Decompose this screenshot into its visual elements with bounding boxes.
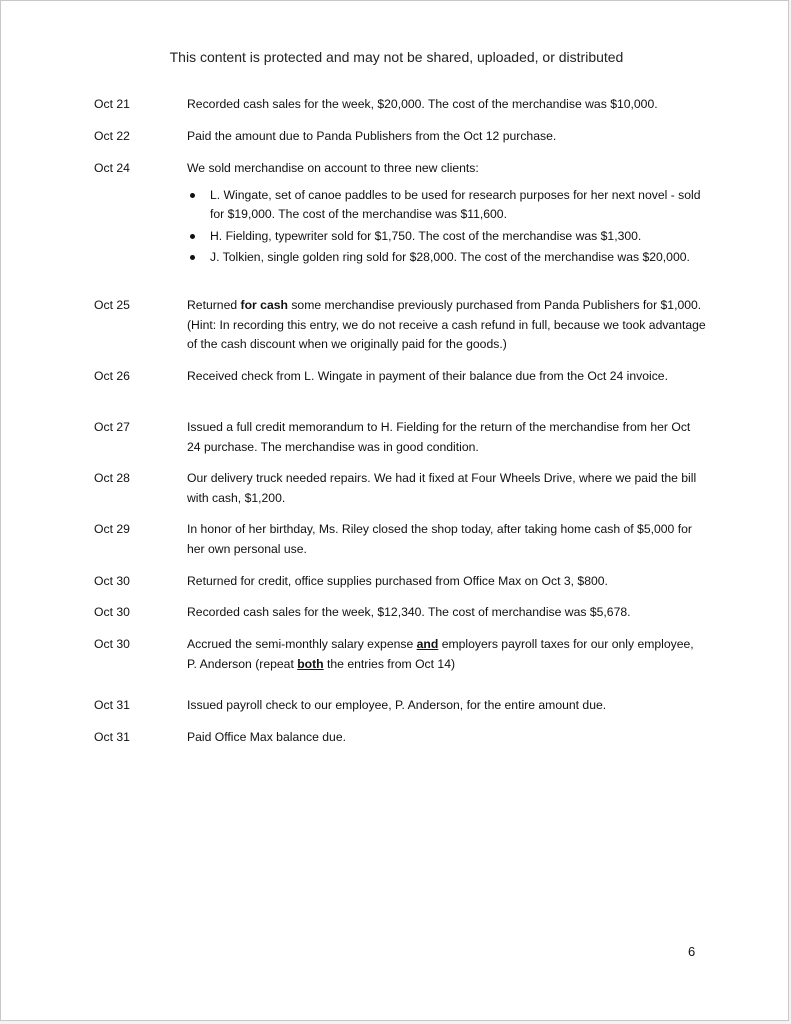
entry-text: Received check from L. Wingate in payment of their balance due from the Oct 24 invoice.: [187, 369, 668, 383]
entry-text: Issued a full credit memorandum to H. Fielding for the return of the merchandise from her Oct 24 purchase. The merchandise was in good condition.: [187, 420, 691, 454]
list-item: H. Fielding, typewriter sold for $1,750. The cost of the merchandise was $1,300.: [210, 227, 707, 247]
entry-date: Oct 25: [94, 298, 130, 312]
emphasis-text: both: [297, 656, 324, 671]
emphasis-text: and: [416, 637, 439, 651]
entry-text: Returned: [187, 298, 241, 312]
entry-text: Our delivery truck needed repairs. We had it fixed at Four Wheels Drive, where we paid the bill with cash, $1,200.: [187, 471, 697, 505]
emphasis-text: for cash: [240, 298, 288, 312]
entry-text-block: [187, 159, 707, 270]
entry-date: Oct 24: [94, 161, 130, 175]
entry-date: Oct 30: [94, 637, 130, 651]
entry-date: Oct 29: [94, 522, 130, 536]
list-item: L. Wingate, set of canoe paddles to be used for research purposes for her next novel - sold for $19,000. The cost of the merchandise was $11,600.: [210, 186, 707, 225]
page-number: 6: [688, 944, 696, 959]
entry-date: Oct 30: [94, 605, 130, 619]
list-item: J. Tolkien, single golden ring sold for $28,000. The cost of the merchandise was $20,000.: [210, 248, 707, 268]
entry-text: In honor of her birthday, Ms. Riley closed the shop today, after taking home cash of $5,000 for her own personal use.: [187, 522, 692, 556]
entry-text-block: [187, 296, 707, 355]
entry-text: the entries from Oct 14): [323, 656, 456, 671]
entry-date: Oct 31: [94, 730, 130, 744]
entry-date: Oct 27: [94, 420, 130, 434]
entry-text: Accrued the semi-monthly salary expense: [187, 637, 417, 651]
entry-text: Issued payroll check to our employee, P. Anderson, for the entire amount due.: [187, 698, 607, 712]
entry-date: Oct 26: [94, 369, 130, 383]
entry-text: Recorded cash sales for the week, $20,000. The cost of the merchandise was $10,000.: [187, 97, 658, 111]
entry-text: Paid Office Max balance due.: [187, 730, 346, 744]
entry-date: Oct 28: [94, 471, 130, 485]
entry-date: Oct 21: [94, 97, 130, 111]
client-list: [187, 186, 707, 268]
entry-text: Paid the amount due to Panda Publishers from the Oct 12 purchase.: [187, 129, 557, 143]
entry-date: Oct 31: [94, 698, 130, 712]
entry-text: employers payroll taxes for our only employee, P. Anderson (repeat: [187, 637, 694, 671]
entry-date: Oct 22: [94, 129, 130, 143]
protection-banner: This content is protected and may not be shared, uploaded, or distributed: [169, 49, 624, 65]
entry-text: some merchandise previously purchased from Panda Publishers for $1,000. (Hint: In recording this entry, we do not receive a cash refund in full, because we took advantage of the cash discount when we originally paid for the goods.): [187, 298, 706, 351]
entry-date: Oct 30: [94, 574, 130, 588]
entry-text: Returned for credit, office supplies purchased from Office Max on Oct 3, $800.: [187, 574, 608, 588]
entry-text: Recorded cash sales for the week, $12,340. The cost of merchandise was $5,678.: [187, 605, 631, 619]
entry-text: We sold merchandise on account to three new clients:: [187, 161, 479, 175]
entry-text-block: [187, 635, 707, 674]
